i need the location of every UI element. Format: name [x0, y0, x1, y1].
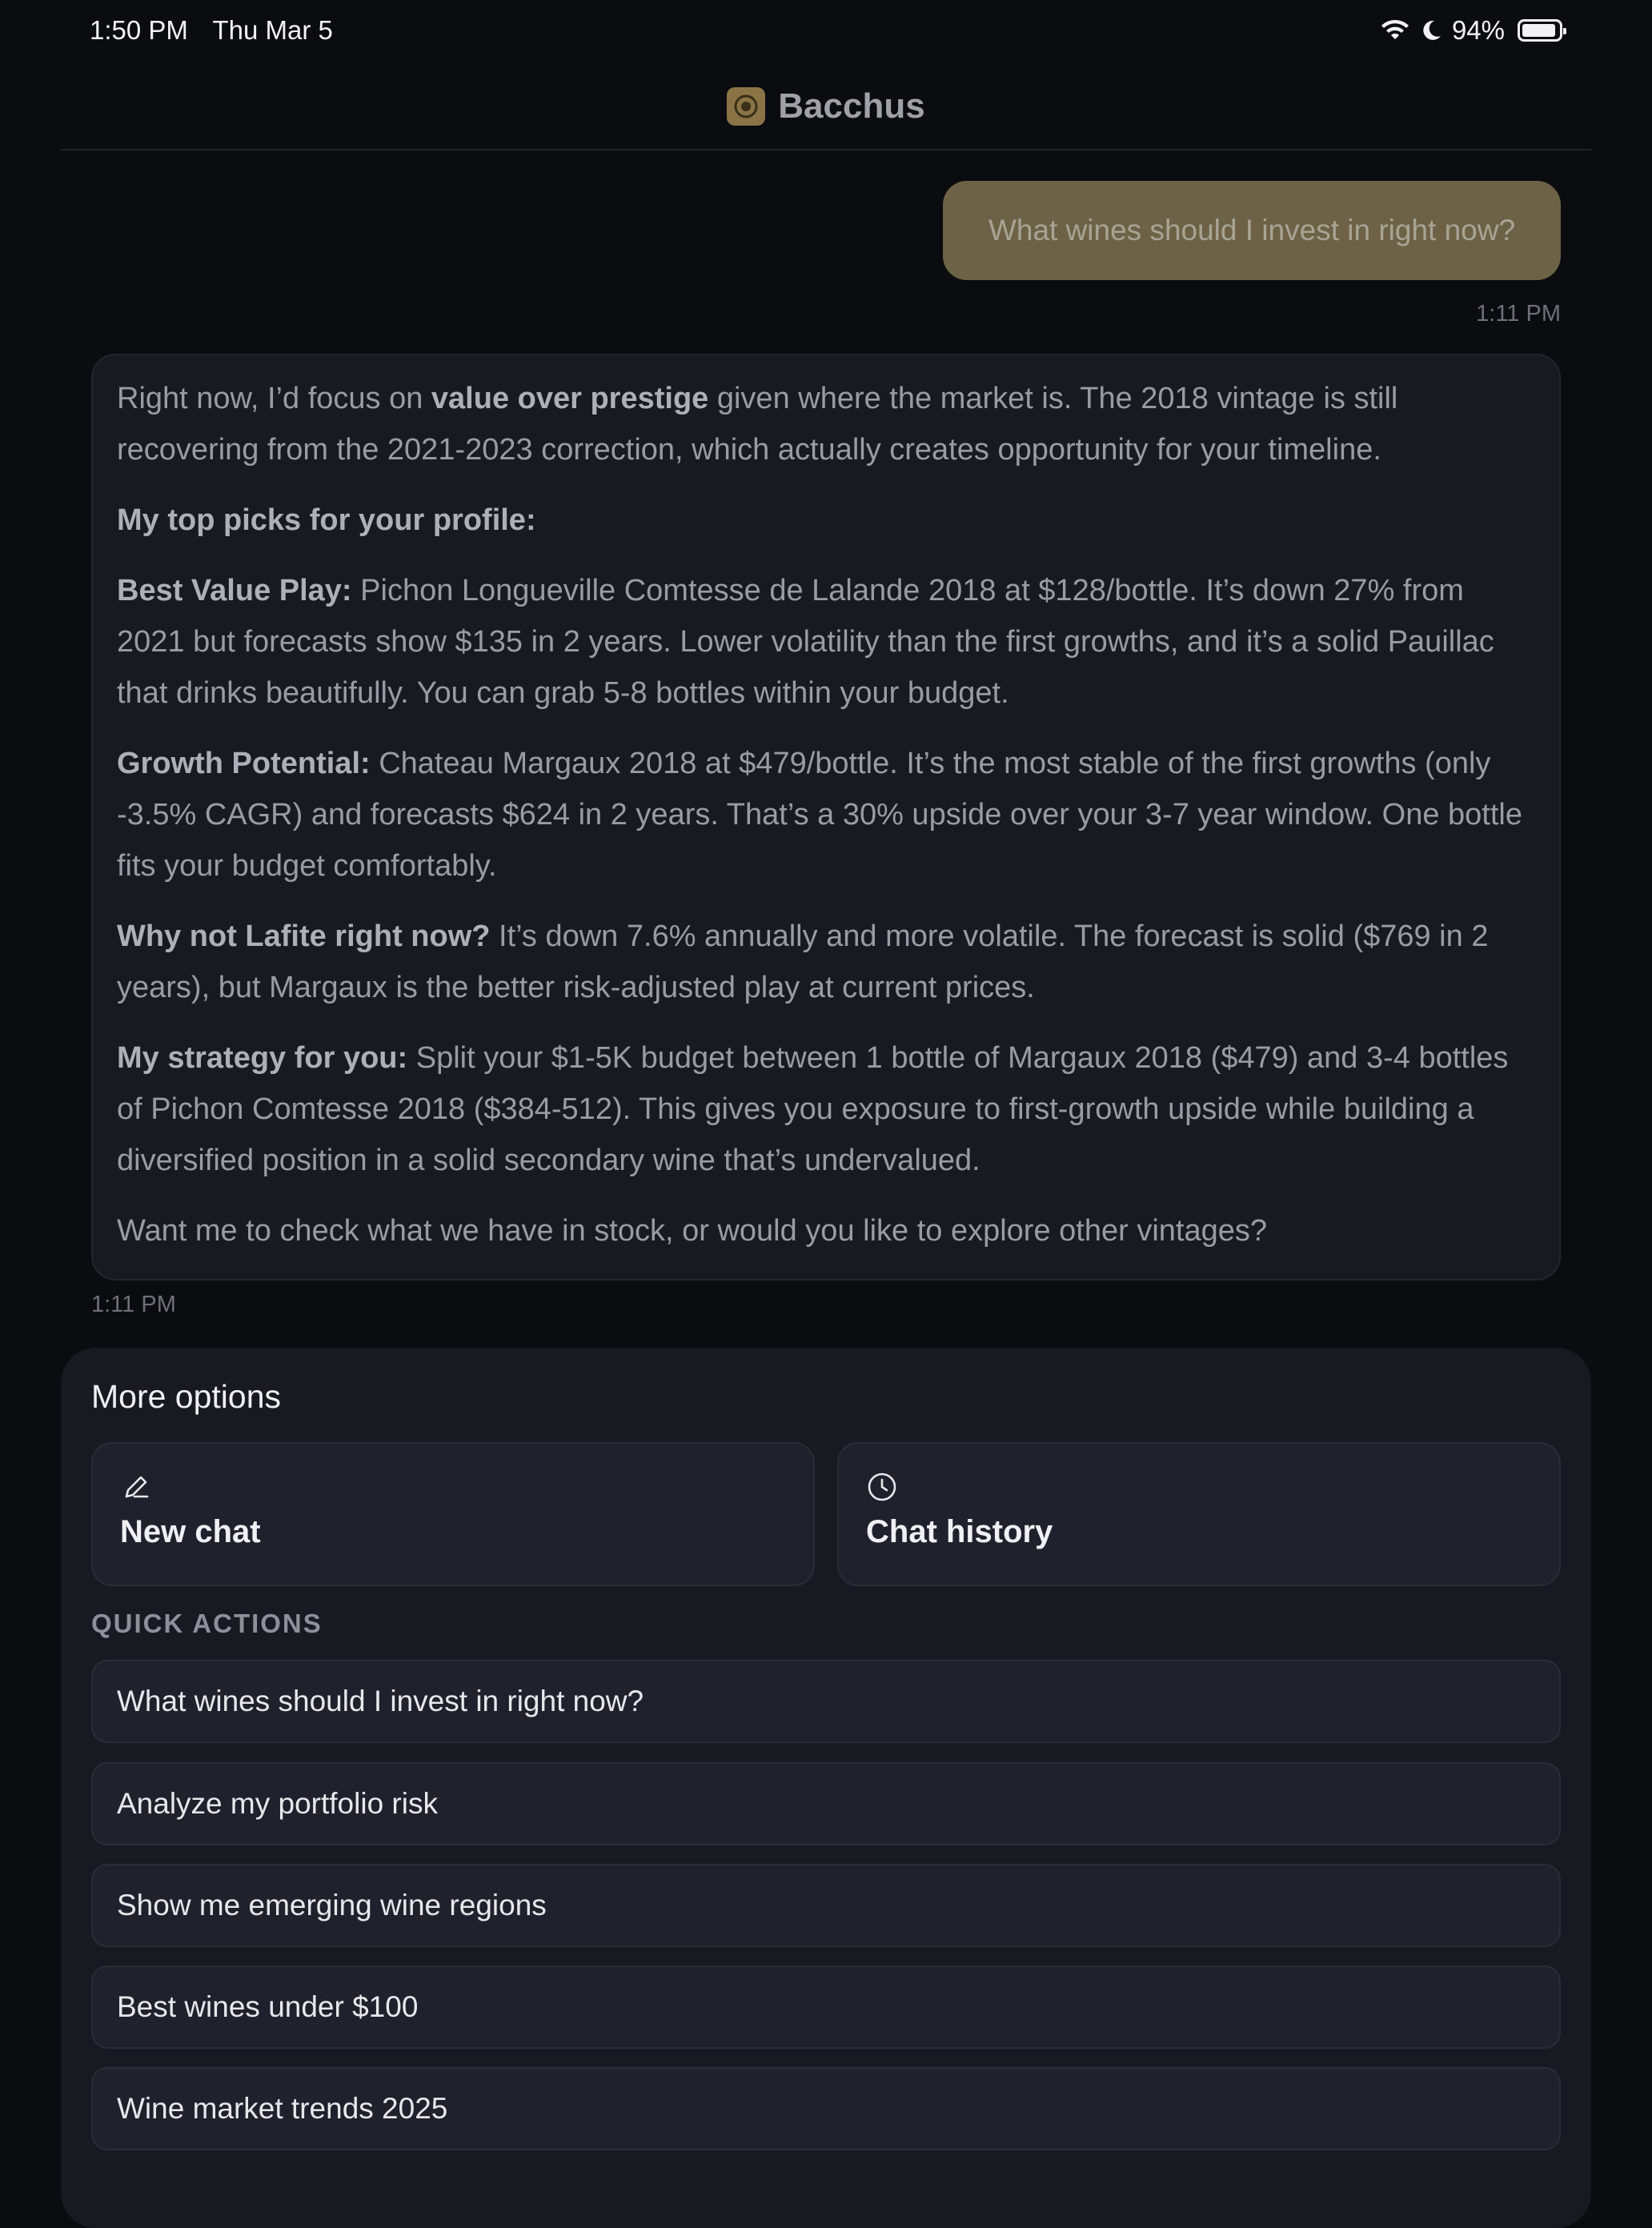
best-value-text: Pichon Longueville Comtesse de Lalande 2018 at $128/bottle. It’s down 27% from 2021 but forecasts show $135 in 2 years. Lower volatility than the first growths, and it’s a solid Pauillac that drinks beautifully. You can grab 5-8 bottles within your budget. — [117, 574, 1494, 710]
quick-action-under-100[interactable]: Best wines under $100 — [91, 1966, 1561, 2049]
battery-icon — [1518, 19, 1562, 42]
growth-text: Chateau Margaux 2018 at $479/bottle. It’s the most stable of the first growths (only -3.5% CAGR) and forecasts $624 in 2 years. That’s a 30% upside over your 3-7 year window. One bottle fits your budget comfortably. — [117, 747, 1522, 883]
intro-text-post: given where the market is. The 2018 vintage is still recovering from the 2021-2023 correction, which actually creates opportunity for your timeline. — [117, 382, 1398, 467]
moon-icon — [1420, 18, 1442, 42]
growth-label: Growth Potential: — [117, 747, 371, 780]
chat-history-label: Chat history — [866, 1514, 1053, 1549]
strategy-label: My strategy for you: — [117, 1041, 408, 1075]
picks-heading-text: My top picks for your profile: — [117, 503, 536, 537]
more-options-title: More options — [91, 1378, 282, 1415]
growth-paragraph — [117, 738, 1535, 892]
intro-emphasis: value over prestige — [431, 382, 709, 415]
intro-text-pre: Right now, I’d focus on — [117, 382, 431, 415]
wifi-icon — [1380, 18, 1410, 42]
new-chat-label: New chat — [120, 1514, 261, 1549]
status-left — [90, 15, 351, 46]
status-date: Thu Mar 5 — [212, 15, 333, 45]
app-title: Bacchus — [778, 86, 925, 126]
battery-percent: 94% — [1451, 15, 1505, 45]
quick-action-portfolio-risk[interactable]: Analyze my portfolio risk — [91, 1762, 1561, 1845]
closing-paragraph: Want me to check what we have in stock, or would you like to explore other vintages? — [117, 1214, 1267, 1248]
picks-heading — [117, 495, 1535, 546]
response-intro — [117, 373, 1535, 475]
quick-action-market-trends[interactable]: Wine market trends 2025 — [91, 2067, 1561, 2150]
battery-fill — [1522, 24, 1555, 37]
quick-actions-title: QUICK ACTIONS — [91, 1609, 323, 1638]
quick-action-invest[interactable]: What wines should I invest in right now? — [91, 1660, 1561, 1743]
pencil-icon — [120, 1471, 152, 1503]
quick-action-emerging-regions[interactable]: Show me emerging wine regions — [91, 1864, 1561, 1947]
status-right — [1380, 15, 1562, 46]
lafite-text: It’s down 7.6% annually and more volatile. The forecast is solid ($769 in 2 years), but Margaux is the better risk-adjusted play at current prices. — [117, 920, 1489, 1004]
bacchus-logo-icon — [727, 87, 765, 126]
status-bar — [0, 0, 1652, 61]
best-value-label: Best Value Play: — [117, 574, 352, 607]
lafite-paragraph — [117, 911, 1535, 1013]
more-options-panel — [61, 1348, 1591, 2228]
best-value-paragraph — [117, 565, 1535, 719]
status-time: 1:50 PM — [90, 15, 188, 45]
clock-icon — [866, 1471, 898, 1503]
assistant-message-card — [91, 354, 1561, 1280]
user-message-timestamp: 1:11 PM — [1476, 301, 1561, 327]
app-header — [61, 64, 1591, 150]
strategy-paragraph — [117, 1032, 1535, 1186]
lafite-label: Why not Lafite right now? — [117, 920, 491, 953]
user-message-text: What wines should I invest in right now? — [988, 214, 1516, 246]
assistant-message-timestamp: 1:11 PM — [91, 1292, 176, 1317]
strategy-text: Split your $1-5K budget between 1 bottle of Margaux 2018 ($479) and 3-4 bottles of Pichon Comtesse 2018 ($384-512). This gives you exposure to first-growth upside while building a diversified position in a solid secondary wine that’s undervalued. — [117, 1041, 1509, 1177]
new-chat-button[interactable] — [91, 1442, 815, 1586]
chat-history-button[interactable] — [837, 1442, 1561, 1586]
user-message-bubble — [943, 181, 1561, 280]
